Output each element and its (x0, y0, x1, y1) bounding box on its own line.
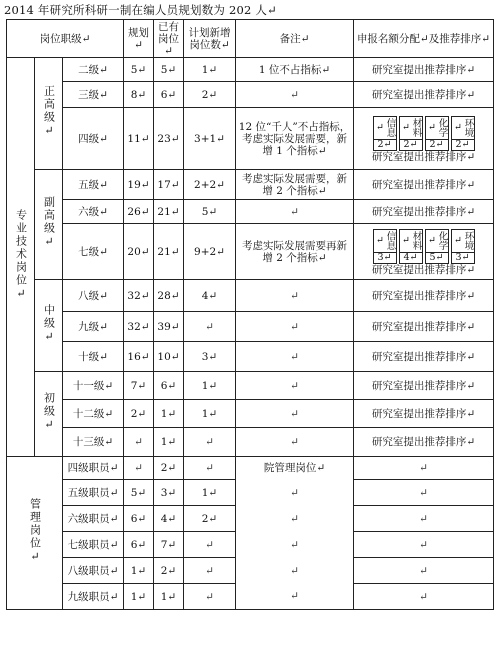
header-row (7, 20, 494, 58)
plan-cell: 1↵ (124, 584, 154, 610)
note-cell: 考虑实际发展需要，新增 2 个指标↵ (236, 170, 354, 200)
note-cell: ↵ (236, 558, 354, 584)
quota-recommendation: 研究室提出推荐排序↵ (371, 263, 476, 276)
table-row (7, 170, 494, 200)
plan-cell: 5↵ (124, 58, 154, 82)
table-row (7, 312, 494, 342)
rank-cell: 四级↵ (63, 108, 124, 170)
table-row (7, 58, 494, 82)
existing-cell: 10↵ (154, 342, 184, 372)
quota-cell (354, 224, 494, 280)
note-cell: ↵ (236, 372, 354, 400)
quota-cell: 研究室提出推荐排序↵ (354, 428, 494, 457)
quota-cell: ↵ (354, 506, 494, 532)
table-row (7, 280, 494, 312)
note-cell: ↵ (236, 312, 354, 342)
plan-cell: 16↵ (124, 342, 154, 372)
quota-cell: 研究室提出推荐排序↵ (354, 200, 494, 224)
table-row (7, 558, 494, 584)
new-posts-cell: 1↵ (184, 372, 236, 400)
note-cell: ↵ (236, 280, 354, 312)
quota-info: 信息↵ 2↵ (373, 116, 397, 151)
note-cell: ↵ (236, 342, 354, 372)
table-row (7, 82, 494, 108)
rank-cell: 七级↵ (63, 224, 124, 280)
quota-environment: 环境↵ 3↵ (451, 229, 475, 264)
rank-cell: 四级职员↵ (63, 457, 124, 480)
table-row (7, 584, 494, 610)
quota-materials: 材料↵ 2↵ (399, 116, 423, 151)
rank-cell: 九级职员↵ (63, 584, 124, 610)
new-posts-cell: 3↵ (184, 342, 236, 372)
note-cell: ↵ (236, 584, 354, 610)
quota-cell: 研究室提出推荐排序↵ (354, 372, 494, 400)
rank-cell: 七级职员↵ (63, 532, 124, 558)
rank-cell: 五级↵ (63, 170, 124, 200)
new-posts-cell: ↵ (184, 457, 236, 480)
new-posts-cell: 1↵ (184, 480, 236, 506)
rank-cell: 十一级↵ (63, 372, 124, 400)
new-posts-cell: 1↵ (184, 400, 236, 428)
note-cell: 1 位不占指标↵ (236, 58, 354, 82)
rank-cell: 六级↵ (63, 200, 124, 224)
group-professional (7, 58, 35, 457)
new-posts-cell: ↵ (184, 428, 236, 457)
existing-cell: 5↵ (154, 58, 184, 82)
plan-cell: 19↵ (124, 170, 154, 200)
group-management (7, 457, 63, 610)
quota-breakdown-grade7 (373, 229, 475, 264)
new-posts-cell: ↵ (184, 558, 236, 584)
existing-cell: 7↵ (154, 532, 184, 558)
new-posts-cell: ↵ (184, 584, 236, 610)
rank-cell: 八级职员↵ (63, 558, 124, 584)
note-cell: ↵ (236, 428, 354, 457)
quota-recommendation: 研究室提出推荐排序↵ (371, 150, 476, 163)
plan-cell: 6↵ (124, 532, 154, 558)
existing-cell: 21↵ (154, 200, 184, 224)
quota-cell: 研究室提出推荐排序↵ (354, 170, 494, 200)
existing-cell: 39↵ (154, 312, 184, 342)
header-notes: 备注↵ (236, 20, 354, 58)
note-cell: ↵ (236, 480, 354, 506)
new-posts-cell: 9+2↵ (184, 224, 236, 280)
plan-cell: ↵ (124, 457, 154, 480)
table-row (7, 506, 494, 532)
quota-cell: 研究室提出推荐排序↵ (354, 342, 494, 372)
plan-cell: 1↵ (124, 558, 154, 584)
quota-info: 信息↵ 3↵ (373, 229, 397, 264)
new-posts-cell: ↵ (184, 312, 236, 342)
existing-cell: 2↵ (154, 558, 184, 584)
plan-cell: 32↵ (124, 312, 154, 342)
table-row (7, 400, 494, 428)
quota-cell: 研究室提出推荐排序↵ (354, 400, 494, 428)
quota-breakdown-grade4 (373, 116, 475, 151)
sub-mid-label: 中级↵ (42, 303, 56, 345)
new-posts-cell: 2↵ (184, 82, 236, 108)
plan-cell: 2↵ (124, 400, 154, 428)
existing-cell: 4↵ (154, 506, 184, 532)
plan-cell: 6↵ (124, 506, 154, 532)
table-row (7, 428, 494, 457)
table-row (7, 108, 494, 170)
sub-senior-label: 正高级↵ (42, 85, 56, 139)
quota-materials: 材料↵ 4↵ (399, 229, 423, 264)
note-cell: ↵ (236, 506, 354, 532)
new-posts-cell: 5↵ (184, 200, 236, 224)
quota-cell (354, 108, 494, 170)
rank-cell: 三级↵ (63, 82, 124, 108)
quota-cell: ↵ (354, 584, 494, 610)
new-posts-cell: 2↵ (184, 506, 236, 532)
sub-mid (35, 280, 63, 372)
note-cell: ↵ (236, 532, 354, 558)
plan-cell: 20↵ (124, 224, 154, 280)
existing-cell: 2↵ (154, 457, 184, 480)
header-existing: 已有岗位↵ (154, 20, 184, 58)
page-caption: 2014 年研究所科研一制在编人员规划数为 202 人↵ (4, 3, 277, 17)
sub-senior (35, 58, 63, 170)
new-posts-cell: 1↵ (184, 58, 236, 82)
existing-cell: 21↵ (154, 224, 184, 280)
quota-cell: 研究室提出推荐排序↵ (354, 280, 494, 312)
rank-cell: 九级↵ (63, 312, 124, 342)
quota-cell: 研究室提出推荐排序↵ (354, 312, 494, 342)
header-quota: 申报名额分配↵及推荐排序↵ (354, 20, 494, 58)
table-row (7, 372, 494, 400)
rank-cell: 十二级↵ (63, 400, 124, 428)
header-plan: 规划↵ (124, 20, 154, 58)
plan-cell: 5↵ (124, 480, 154, 506)
note-cell: ↵ (236, 200, 354, 224)
rank-cell: 二级↵ (63, 58, 124, 82)
plan-cell: 11↵ (124, 108, 154, 170)
quota-cell: 研究室提出推荐排序↵ (354, 58, 494, 82)
new-posts-cell: ↵ (184, 532, 236, 558)
table-row (7, 480, 494, 506)
note-cell: ↵ (236, 82, 354, 108)
plan-cell: 8↵ (124, 82, 154, 108)
quota-cell: ↵ (354, 532, 494, 558)
existing-cell: 28↵ (154, 280, 184, 312)
header-post: 岗位职级↵ (7, 20, 124, 58)
plan-cell: 32↵ (124, 280, 154, 312)
note-cell: ↵ (236, 400, 354, 428)
existing-cell: 1↵ (154, 584, 184, 610)
sub-deputy (35, 170, 63, 280)
group-management-label: 管理岗位↵ (28, 498, 42, 565)
rank-cell: 六级职员↵ (63, 506, 124, 532)
existing-cell: 3↵ (154, 480, 184, 506)
rank-cell: 五级职员↵ (63, 480, 124, 506)
plan-cell: 7↵ (124, 372, 154, 400)
new-posts-cell: 2+2↵ (184, 170, 236, 200)
existing-cell: 1↵ (154, 428, 184, 457)
quota-chemistry: 化学↵ 5↵ (425, 229, 449, 264)
table-row (7, 457, 494, 480)
quota-cell: ↵ (354, 480, 494, 506)
sub-deputy-label: 副高级↵ (42, 196, 56, 250)
sub-junior-label: 初级↵ (42, 392, 56, 433)
existing-cell: 6↵ (154, 372, 184, 400)
new-posts-cell: 3+1↵ (184, 108, 236, 170)
sub-junior (35, 372, 63, 457)
quota-chemistry: 化学↵ 2↵ (425, 116, 449, 151)
rank-cell: 八级↵ (63, 280, 124, 312)
table-row (7, 224, 494, 280)
rank-cell: 十三级↵ (63, 428, 124, 457)
group-professional-label: 专业技术岗位↵ (14, 209, 28, 302)
rank-cell: 十级↵ (63, 342, 124, 372)
existing-cell: 6↵ (154, 82, 184, 108)
note-cell: 考虑实际发展需要再新增 2 个指标↵ (236, 224, 354, 280)
quota-environment: 环境↵ 2↵ (451, 116, 475, 151)
quota-cell: ↵ (354, 558, 494, 584)
table-row (7, 200, 494, 224)
note-cell: 12 位“千人”不占指标，考虑实际发展需要，新增 1 个指标↵ (236, 108, 354, 170)
staffing-plan-table (6, 19, 494, 610)
existing-cell: 17↵ (154, 170, 184, 200)
note-cell: 院管理岗位↵ (236, 457, 354, 480)
existing-cell: 23↵ (154, 108, 184, 170)
header-new-posts: 计划新增岗位数↵ (184, 20, 236, 58)
quota-cell: ↵ (354, 457, 494, 480)
new-posts-cell: 4↵ (184, 280, 236, 312)
quota-cell: 研究室提出推荐排序↵ (354, 82, 494, 108)
plan-cell: ↵ (124, 428, 154, 457)
plan-cell: 26↵ (124, 200, 154, 224)
existing-cell: 1↵ (154, 400, 184, 428)
table-row (7, 342, 494, 372)
table-row (7, 532, 494, 558)
